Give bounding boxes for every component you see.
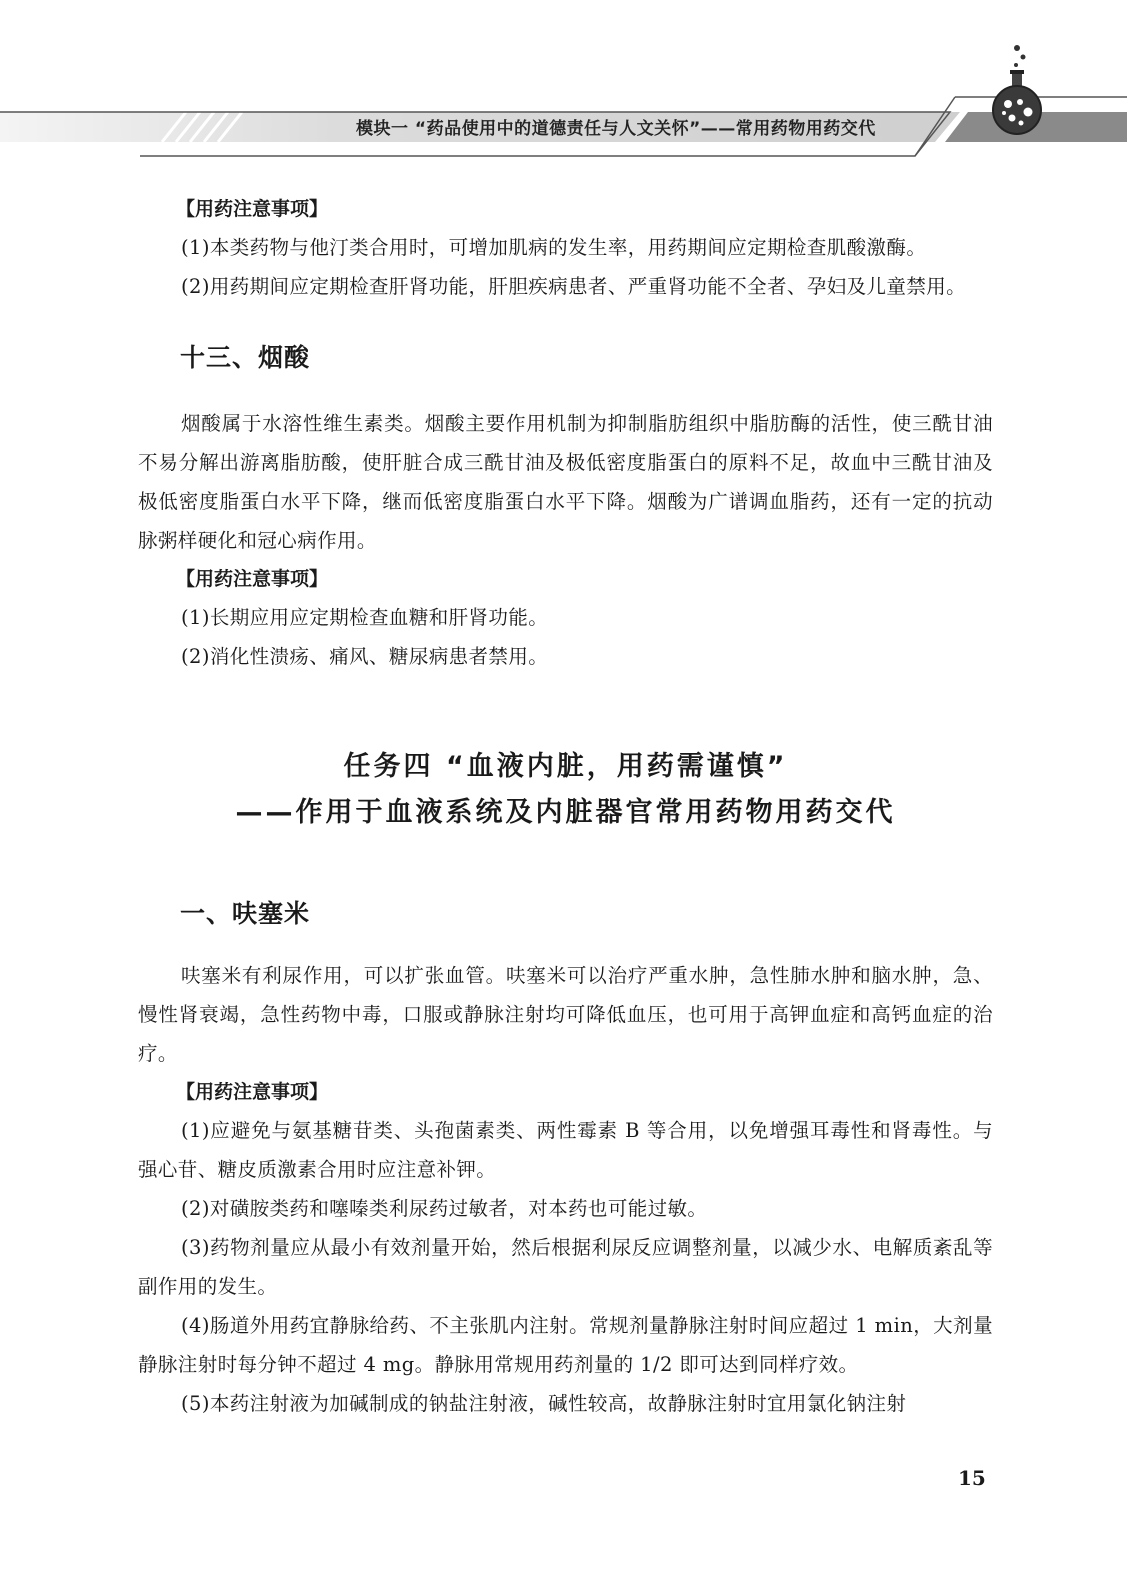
note-block-statin [138,190,993,306]
note-item: (2)用药期间应定期检查肝肾功能，肝胆疾病患者、严重肾功能不全者、孕妇及儿童禁用。 [181,275,967,298]
section-paragraph: 烟酸属于水溶性维生素类。烟酸主要作用机制为抑制脂肪组织中脂肪酶的活性，使三酰甘油不易分解出游离脂肪酸，使肝脏合成三酰甘油及极低密度脂蛋白的原料不足，故血中三酰甘油及极低密度脂蛋白水平下降，继而低密度脂蛋白水平下降。烟酸为广谱调血脂药，还有一定的抗动脉粥样硬化和冠心病作用。 [138,412,993,552]
note-item: (5)本药注射液为加碱制成的钠盐注射液，碱性较高，故静脉注射时宜用氯化钠注射 [181,1392,907,1415]
note-item: (3)药物剂量应从最小有效剂量开始，然后根据利尿反应调整剂量，以减少水、电解质紊乱等副作用的发生。 [138,1236,993,1298]
note-item: (1)应避免与氨基糖苷类、头孢菌素类、两性霉素 B 等合用，以免增强耳毒性和肾毒性。与强心苷、糖皮质激素合用时应注意补钾。 [138,1119,993,1181]
header-title: 模块一 “药品使用中的道德责任与人文关怀”——常用药物用药交代 [356,119,876,139]
flask-icon [990,40,1050,140]
section-paragraph: 呋塞米有利尿作用，可以扩张血管。呋塞米可以治疗严重水肿，急性肺水肿和脑水肿，急、慢性肾衰竭，急性药物中毒，口服或静脉注射均可降低血压，也可用于高钾血症和高钙血症的治疗。 [138,964,993,1065]
note-title: 【用药注意事项】 [176,1081,329,1103]
task-title-line2: ——作用于血液系统及内脏器官常用药物用药交代 [235,797,896,828]
note-item: (1)长期应用应定期检查血糖和肝肾功能。 [181,606,549,629]
task-title-line1: 任务四 “血液内脏，用药需谨慎” [343,751,788,782]
note-title: 【用药注意事项】 [176,568,329,590]
note-item: (2)对磺胺类药和噻嗪类利尿药过敏者，对本药也可能过敏。 [181,1197,708,1220]
section-heading-furosemide: 一、呋塞米 [180,899,311,928]
section-heading-niacin: 十三、烟酸 [180,343,311,372]
page-content [138,190,993,1423]
note-item: (1)本类药物与他汀类合用时，可增加肌病的发生率，用药期间应定期检查肌酸激酶。 [181,236,927,259]
note-item: (2)消化性溃疡、痛风、糖尿病患者禁用。 [181,645,549,668]
task-title [138,744,993,836]
note-item: (4)肠道外用药宜静脉给药、不主张肌内注射。常规剂量静脉注射时间应超过 1 min，大剂量静脉注射时每分钟不超过 4 mg。静脉用常规用药剂量的 1/2 即可达到同样疗效。 [138,1314,993,1376]
page-number: 15 [958,1466,986,1490]
page-header [0,0,1127,160]
note-title: 【用药注意事项】 [176,198,329,220]
